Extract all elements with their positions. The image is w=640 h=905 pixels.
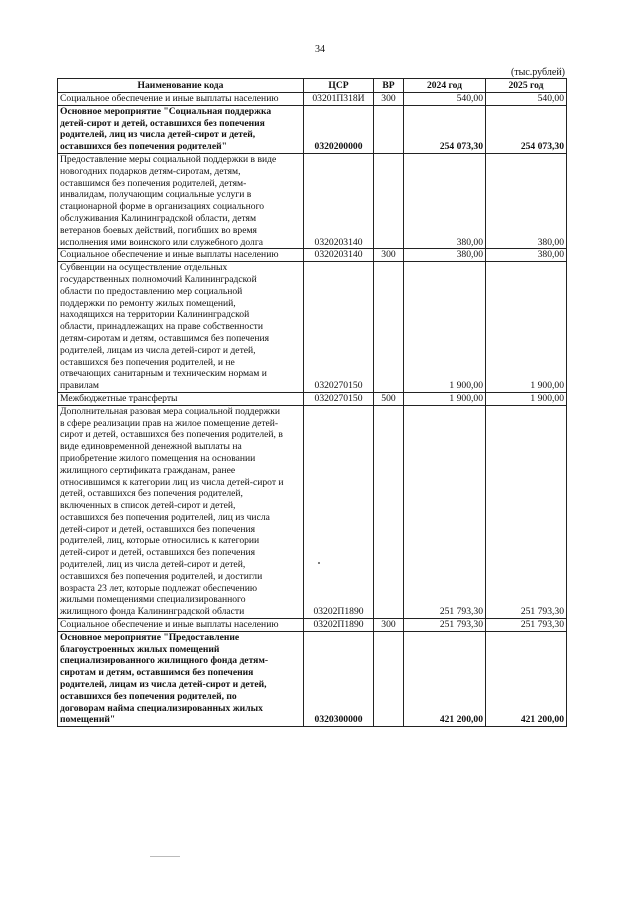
row-2025: 1 900,00	[486, 262, 567, 393]
table-row	[58, 619, 567, 632]
row-2024: 1 900,00	[404, 262, 486, 393]
row-2025: 251 793,30	[486, 405, 567, 618]
units-label: (тыс.рублей)	[510, 67, 565, 78]
table-row	[58, 631, 567, 726]
row-2024: 251 793,30	[404, 405, 486, 618]
row-2025: 380,00	[486, 249, 567, 262]
row-2024: 380,00	[404, 249, 486, 262]
row-name: Основное мероприятие "Социальная поддержка детей-сирот и детей, оставшихся без попечения родителей, лиц из числа детей-сирот и детей, оставшихся без попечения родителей"	[58, 105, 304, 153]
header-name: Наименование кода	[58, 79, 304, 93]
row-2024: 1 900,00	[404, 392, 486, 405]
budget-table	[57, 78, 567, 727]
table-row	[58, 262, 567, 393]
row-2025: 421 200,00	[486, 631, 567, 726]
row-2025: 540,00	[486, 93, 567, 106]
row-name: Дополнительная разовая мера социальной поддержки в сфере реализации прав на жилое помещение детей- сирот и детей, оставшихся без попечения родителей, в виде единовременной денежной выплаты на приобретение жилого помещения на основании жилищного сертификата гражданам, ранее относившимся к категории лиц из числа детей-сирот и детей, оставшихся без попечения родителей, включенных в список детей-сирот и детей, оставшихся без попечения родителей, лиц из числа детей-сирот и детей, оставшихся без попечения родителей, лиц, которые относились к категории детей-сирот и детей, оставшихся без попечения родителей, лиц из числа детей-сирот и детей, оставшихся без попечения родителей, и достигли возраста 23 лет, которые подлежат обеспечению жилыми помещениями специализированного жилищного фонда Калининградской области	[58, 405, 304, 618]
table-row	[58, 153, 567, 248]
table-header-row	[58, 79, 567, 93]
row-2024: 380,00	[404, 153, 486, 248]
row-2025: 254 073,30	[486, 105, 567, 153]
row-csr: 0320270150	[304, 262, 374, 393]
row-vr: 300	[374, 249, 404, 262]
row-name: Межбюджетные трансферты	[58, 392, 304, 405]
row-name: Субвенции на осуществление отдельных государственных полномочий Калининградской области по предоставлению мер социальной поддержки по ремонту жилых помещений, находящихся на территории Калининградской области, принадлежащих на праве собственности детям-сиротам и детям, оставшимся без попечения родителей, лицам из числа детей-сирот и детей, оставшихся без попечения родителей, и не отвечающих санитарным и техническим нормам и правилам	[58, 262, 304, 393]
row-csr: 03201П318И	[304, 93, 374, 106]
table-row	[58, 105, 567, 153]
header-vr: ВР	[374, 79, 404, 93]
row-2025: 380,00	[486, 153, 567, 248]
page-number: 34	[315, 44, 325, 55]
row-csr: 0320300000	[304, 631, 374, 726]
table-row	[58, 249, 567, 262]
row-name: Социальное обеспечение и иные выплаты населению	[58, 249, 304, 262]
table-row	[58, 392, 567, 405]
table-row	[58, 405, 567, 618]
row-2025: 1 900,00	[486, 392, 567, 405]
scan-speck	[318, 562, 320, 564]
row-vr: 500	[374, 392, 404, 405]
table-row	[58, 93, 567, 106]
row-csr: 0320200000	[304, 105, 374, 153]
row-2024: 254 073,30	[404, 105, 486, 153]
row-vr	[374, 405, 404, 618]
row-2025: 251 793,30	[486, 619, 567, 632]
row-2024: 251 793,30	[404, 619, 486, 632]
row-2024: 421 200,00	[404, 631, 486, 726]
row-csr: 0320203140	[304, 249, 374, 262]
row-csr: 0320270150	[304, 392, 374, 405]
row-vr	[374, 631, 404, 726]
row-vr: 300	[374, 93, 404, 106]
row-vr	[374, 262, 404, 393]
header-csr: ЦСР	[304, 79, 374, 93]
row-name: Основное мероприятие "Предоставление благоустроенных жилых помещений специализированного жилищного фонда детям- сиротам и детям, оставшимся без попечения родителей, лицам из числа детей-сирот и детей, оставшихся без попечения родителей, по договорам найма специализированных жилых помещений"	[58, 631, 304, 726]
row-2024: 540,00	[404, 93, 486, 106]
scan-mark	[150, 856, 180, 857]
row-csr: 0320203140	[304, 153, 374, 248]
row-csr: 03202П1890	[304, 405, 374, 618]
row-name: Социальное обеспечение и иные выплаты населению	[58, 619, 304, 632]
row-name: Предоставление меры социальной поддержки в виде новогодних подарков детям-сиротам, детям, оставшимся без попечения родителей, детям- инвалидам, получающим социальные услуги в стационарной форме в организациях социального обслуживания Калининградской области, детям ветеранов боевых действий, погибших во время исполнения ими воинского или служебного долга	[58, 153, 304, 248]
header-2024: 2024 год	[404, 79, 486, 93]
row-name: Социальное обеспечение и иные выплаты населению	[58, 93, 304, 106]
row-vr	[374, 153, 404, 248]
header-2025: 2025 год	[486, 79, 567, 93]
row-vr	[374, 105, 404, 153]
row-csr: 03202П1890	[304, 619, 374, 632]
row-vr: 300	[374, 619, 404, 632]
